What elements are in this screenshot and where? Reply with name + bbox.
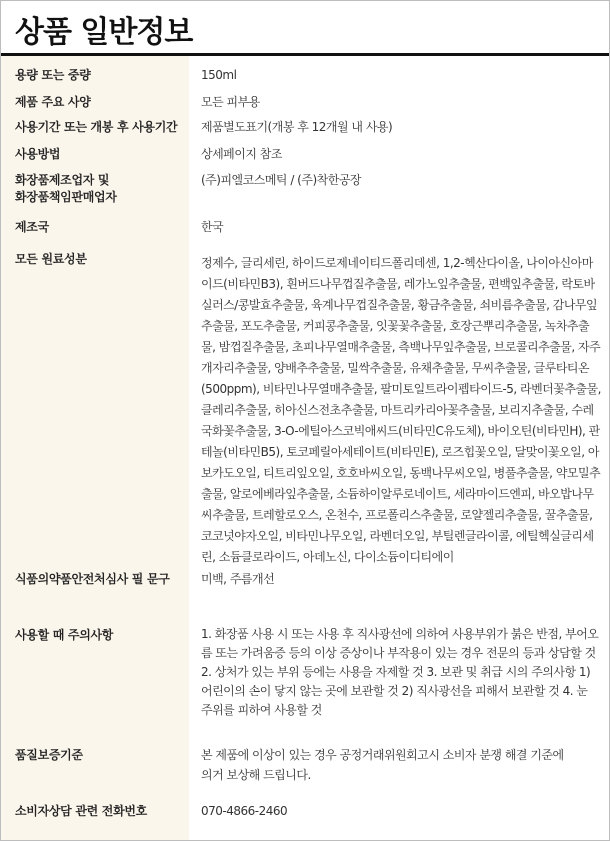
row-value: 정제수, 글리세린, 하이드로제네이티드폴리데센, 1,2-헥산다이올, 나이아신아마이드(비타민B3), 흰버드나무껍질추출물, 레가노잎추출물, 편백잎추출물, 락토바실러스/콩발효추출물, 육계나무껍질추출물, 황금추출물, 쇠비름추출물, 감나무잎추출물, 포도추출물, 커피콩추출물, 잇꽃꽃추출물, 호장근뿌리추출물, 녹차추출물, 밤껍질추출물, 초피나무열매추출물, 측백나무잎추출물, 브로콜리추출물, 자주개자리추출물, 양배추추출물, 밀싹추출물, 유채추출물, 무씨추출물, 글루타티온(500ppm), 비타민나무열매추출물, 팔미토일트라이펩타이드-5, 라벤더꽃추출물, 클레리추출물, 히아신스전초추출물, 마트리카리아꽃추출물, 보리지추출물, 수레국화꽃추출물, 3-O-에틸아스코빅애씨드(비타민C유도체), 바이오틴(비타민H), 판테놀(비타민B5), 토코페릴아세테이트(비타민E), 로즈힙꽃오일, 달맞이꽃오일, 아보카도오일, 티트리잎오일, 호호바씨오일, 동백나무씨오일, 병풀추출물, 약모밀추출물, 알로에베라잎추출물, 소듐하이알루로네이트, 세라마이드엔피, 바오밥나무씨추출물, 트레할로오스, 온천수, 프로폴리스추출물, 로얄젤리추출물, 꿀추출물, 코코넛야자오일, 비타민나무오일, 라벤더오일, 부틸렌글라이콜, 에틸헥실글리세린, 소듐클로라이드, 아데노신, 다이소듐이디티에이	[201, 256, 601, 564]
row-label: 품질보증기준	[15, 748, 83, 762]
row-label: 용량 또는 중량	[15, 68, 91, 82]
row-label: 사용기간 또는 개봉 후 사용기간	[15, 120, 178, 134]
row-label: 화장품제조업자 및 화장품책임판매업자	[15, 173, 117, 204]
row-value: 한국	[201, 220, 224, 234]
row-value: 상세페이지 참조	[201, 147, 282, 161]
row-value: 제품별도표기(개봉 후 12개월 내 사용)	[201, 120, 393, 134]
row-label: 사용방법	[15, 147, 61, 161]
row-value: 070-4866-2460	[201, 804, 288, 818]
row-label: 사용할 때 주의사항	[15, 628, 114, 642]
row-label: 소비자상담 관련 전화번호	[15, 804, 147, 818]
row-label: 모든 원료성분	[15, 252, 87, 266]
row-value: 모든 피부용	[201, 95, 260, 109]
row-label: 제조국	[15, 220, 49, 234]
row-value: 미백, 주름개선	[201, 572, 275, 586]
row-label: 제품 주요 사양	[15, 95, 91, 109]
row-value: 1. 화장품 사용 시 또는 사용 후 직사광선에 의하여 사용부위가 붉은 반점, 부어오름 또는 가려움증 등의 이상 증상이나 부작용이 있는 경우 전문의 등과 상담할 것 2. 상처가 있는 부위 등에는 사용을 자제할 것 3. 보관 및 취급 시의 주의사항 1) 어린이의 손이 닿지 않는 곳에 보관할 것 2) 직사광선을 피해서 보관할 것 4. 눈 주위를 피하여 사용할 것	[201, 627, 599, 717]
page-title: 상품 일반정보	[15, 15, 193, 50]
row-label: 식품의약품안전처심사 필 문구	[15, 572, 170, 586]
row-value: 본 제품에 이상이 있는 경우 공정거래위원회고시 소비자 분쟁 해결 기준에 의거 보상해 드립니다.	[201, 748, 564, 782]
row-value: (주)피엘코스메틱 / (주)착한공장	[201, 173, 362, 187]
row-value: 150ml	[201, 68, 237, 82]
